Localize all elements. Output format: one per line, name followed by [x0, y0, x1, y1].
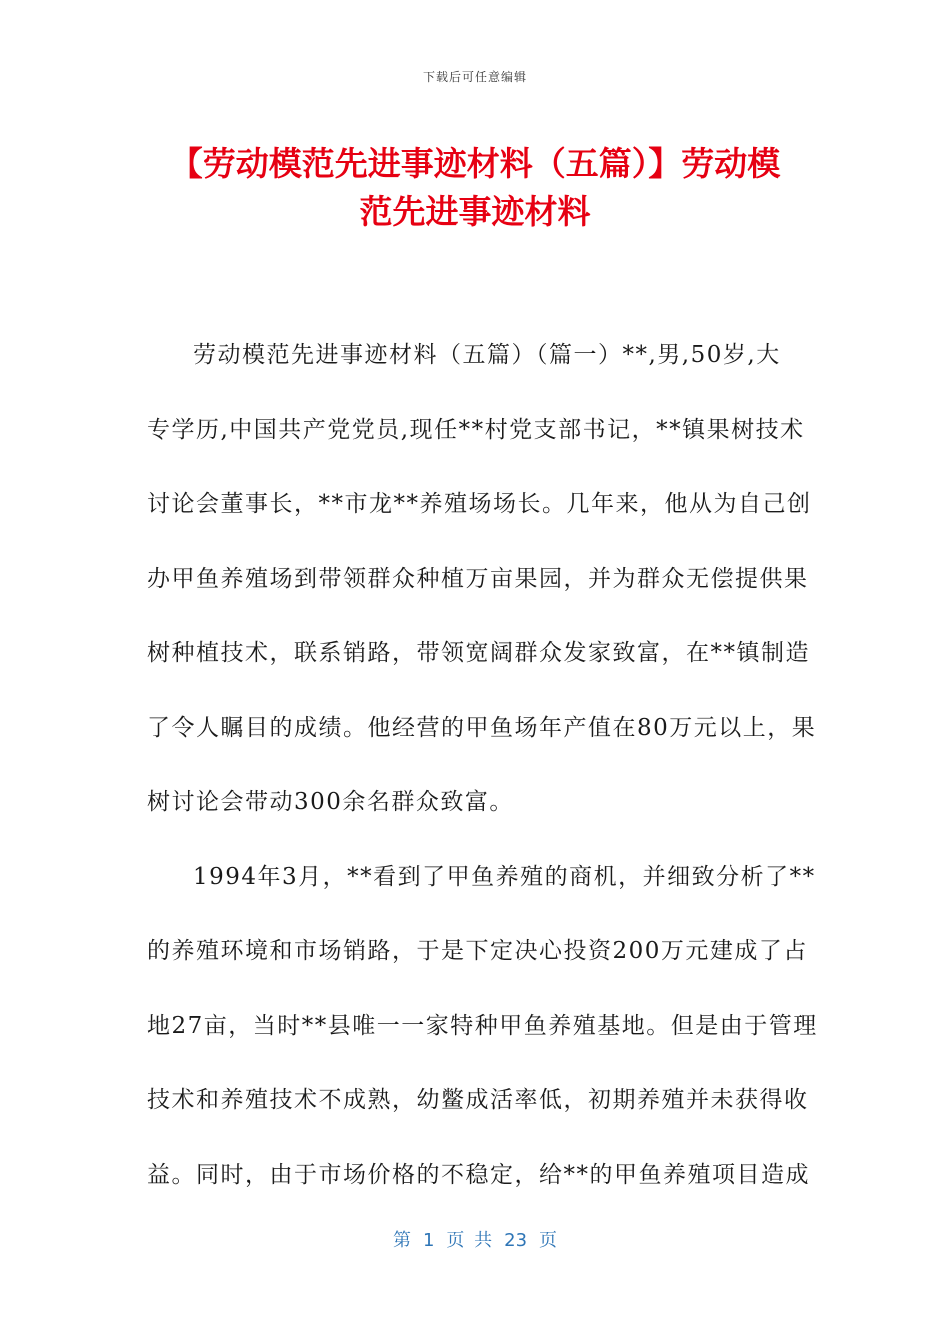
document-body [147, 318, 818, 1212]
paragraph-line: 技术和养殖技术不成熟，幼鳖成活率低，初期养殖并未获得收 [147, 1087, 809, 1113]
paragraph-line: 了令人瞩目的成绩。他经营的甲鱼场年产值在80万元以上，果 [147, 714, 817, 741]
paragraph-line: 1994年3月，**看到了甲鱼养殖的商机，并细致分析了** [193, 863, 816, 890]
paragraph-2 [147, 840, 818, 1213]
footer-total-pages: 23 [504, 1230, 528, 1251]
title-line-2: 范先进事迹材料 [359, 192, 591, 231]
footer-suffix: 页 [539, 1230, 558, 1251]
paragraph-line: 地27亩，当时**县唯一一家特种甲鱼养殖基地。但是由于管理 [147, 1012, 818, 1039]
page-footer [0, 1226, 950, 1252]
paragraph-line: 树种植技术，联系销路，带领宽阔群众发家致富，在**镇制造 [147, 640, 810, 666]
paragraph-line: 办甲鱼养殖场到带领群众种植万亩果园，并为群众无偿提供果 [147, 565, 809, 592]
header-note: 下载后可任意编辑 [422, 70, 527, 84]
paragraph-line: 讨论会董事长，**市龙**养殖场场长。几年来，他从为自己创 [147, 491, 812, 517]
paragraph-line: 劳动模范先进事迹材料（五篇）（篇一）**,男,50岁,大 [193, 342, 781, 368]
footer-prefix: 第 [392, 1230, 411, 1251]
document-title [140, 140, 810, 236]
footer-middle: 页 共 [446, 1230, 493, 1251]
title-line-1: 【劳动模范先进事迹材料（五篇）】劳动模 [169, 144, 781, 183]
footer-page-number: 1 [422, 1230, 435, 1251]
paragraph-line: 益。同时，由于市场价格的不稳定，给**的甲鱼养殖项目造成 [147, 1161, 810, 1188]
paragraph-line: 专学历,中国共产党党员,现任**村党支部书记，**镇果树技术 [147, 416, 805, 443]
paragraph-line: 的养殖环境和市场销路，于是下定决心投资200万元建成了占 [147, 938, 808, 964]
paragraph-1 [147, 318, 817, 840]
paragraph-line: 树讨论会带动300余名群众致富。 [147, 789, 514, 815]
